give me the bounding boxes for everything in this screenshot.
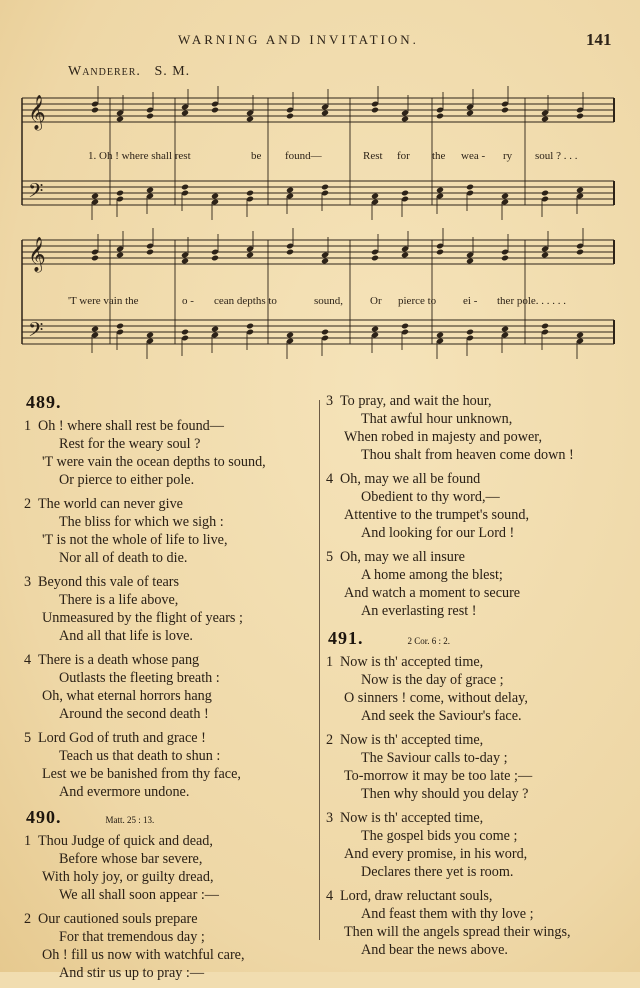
stanza-line: Attentive to the trumpet's sound, — [344, 507, 529, 523]
stanza-line: 'T were vain the ocean depths to sound, — [42, 454, 266, 470]
line-text: Now is th' accepted time, — [340, 732, 484, 748]
stanza-line: Outlasts the fleeting breath : — [59, 670, 220, 686]
stanza-line: An everlasting rest ! — [361, 603, 477, 619]
line-text: There is a death whose pang — [38, 652, 200, 668]
column-divider — [319, 400, 320, 940]
stanza-line — [326, 887, 626, 905]
stanza-number: 4 — [326, 471, 334, 487]
stanza-line: Thou shalt from heaven come down ! — [361, 447, 574, 463]
lyric-syllable: ry — [503, 150, 513, 162]
stanza-line: The gospel bids you come ; — [361, 828, 518, 844]
stanza-number: 4 — [24, 652, 32, 668]
lyric-syllable: 1. Oh ! where shall rest — [88, 150, 191, 162]
stanza-line: And all that life is love. — [59, 628, 193, 644]
stanza-number: 1 — [24, 833, 32, 849]
hymn-489-number: 489. — [26, 392, 62, 412]
stanza — [326, 392, 626, 464]
stanza-line: To-morrow it may be too late ;— — [344, 768, 533, 784]
stanza-line: Rest for the weary soul ? — [59, 436, 201, 452]
scripture-reference: Matt. 25 : 13. — [105, 815, 155, 825]
stanza-number: 2 — [326, 732, 334, 748]
line-text: Beyond this vale of tears — [38, 574, 180, 590]
line-text: Oh, may we all be found — [340, 471, 481, 487]
stanza-line — [24, 495, 316, 513]
music-score — [0, 80, 640, 385]
line-text: To pray, and wait the hour, — [340, 393, 492, 409]
stanza-line: There is a life above, — [59, 592, 179, 608]
scripture-reference: 2 Cor. 6 : 2. — [407, 636, 451, 646]
line-text: Thou Judge of quick and dead, — [38, 833, 213, 849]
stanza-line: And feast them with thy love ; — [361, 906, 534, 922]
stanza-line: Obedient to thy word,— — [361, 489, 500, 505]
line-text: Oh ! where shall rest be found— — [38, 418, 224, 434]
stanza — [24, 651, 316, 723]
line-text: Lord God of truth and grace ! — [38, 730, 206, 746]
stanza-line — [326, 470, 626, 488]
stanza-line: The bliss for which we sigh : — [59, 514, 224, 530]
page-number: 141 — [586, 30, 612, 49]
lyric-syllable: pierce to — [398, 295, 437, 307]
stanza-line — [326, 653, 626, 671]
stanza-line: Oh ! fill us now with watchful care, — [42, 947, 245, 963]
lyric-syllable: ther pole. . . . . . — [497, 295, 567, 307]
line-text: Our cautioned souls prepare — [38, 911, 198, 927]
lyric-syllable: Rest — [363, 150, 383, 162]
line-text: The world can never give — [38, 496, 183, 512]
stanza-line — [326, 392, 626, 410]
stanza — [326, 809, 626, 881]
stanza-line: When robed in majesty and power, — [344, 429, 542, 445]
svg-text:𝄞: 𝄞 — [28, 95, 46, 130]
stanza-line: And bear the news above. — [361, 942, 508, 958]
line-text: Oh, may we all insure — [340, 549, 465, 565]
stanza — [326, 470, 626, 542]
stanza-line — [24, 417, 316, 435]
stanza-line: And watch a moment to secure — [344, 585, 521, 601]
lyric-syllable: 'T were vain the — [68, 295, 139, 307]
running-head: WARNING AND INVITATION. — [178, 32, 419, 47]
lyric-syllable: soul ? . . . — [535, 150, 578, 162]
stanza-line: Declares there yet is room. — [361, 864, 514, 880]
stanza-line: And seek the Saviour's face. — [361, 708, 522, 724]
tune-title — [68, 64, 190, 80]
stanza-line: The Saviour calls to-day ; — [361, 750, 508, 766]
tune-meter: S. M. — [154, 64, 191, 79]
lyric-syllable: ei - — [463, 295, 478, 307]
line-text: Lord, draw reluctant souls, — [340, 888, 493, 904]
stanza-line: And every promise, in his word, — [344, 846, 528, 862]
stanza-number: 2 — [24, 496, 32, 512]
stanza-line: O sinners ! come, without delay, — [344, 690, 528, 706]
lyric-syllable: o - — [182, 295, 194, 307]
stanza — [24, 573, 316, 645]
svg-text:𝄢: 𝄢 — [28, 318, 44, 346]
lyric-syllable: found— — [285, 150, 322, 162]
stanza-line — [24, 573, 316, 591]
hymn-491-number: 491. — [328, 628, 364, 648]
left-column — [24, 392, 316, 988]
stanza-line: And looking for our Lord ! — [361, 525, 515, 541]
stanza-line: A home among the blest; — [361, 567, 503, 583]
stanza-line: Or pierce to either pole. — [59, 472, 195, 488]
stanza-line: And evermore undone. — [59, 784, 190, 800]
stanza-line: Before whose bar severe, — [59, 851, 203, 867]
stanza-line — [326, 548, 626, 566]
stanza-line: Oh, what eternal horrors hang — [42, 688, 212, 704]
stanza-line — [326, 731, 626, 749]
lyric-syllable: Or — [370, 295, 382, 307]
stanza-line: That awful hour unknown, — [361, 411, 513, 427]
lyric-syllable: sound, — [314, 295, 344, 307]
stanza — [326, 887, 626, 959]
line-text: Now is th' accepted time, — [340, 810, 484, 826]
right-column — [326, 392, 626, 965]
stanza-line: Then why should you delay ? — [361, 786, 529, 802]
stanza-line: 'T is not the whole of life to live, — [42, 532, 228, 548]
stanza-number: 5 — [24, 730, 32, 746]
stanza — [326, 731, 626, 803]
hymn-number — [328, 628, 626, 649]
stanza-line — [24, 832, 316, 850]
stanza-number: 4 — [326, 888, 334, 904]
stanza-line — [24, 651, 316, 669]
stanza — [24, 910, 316, 982]
stanza-line: Lest we be banished from thy face, — [42, 766, 241, 782]
stanza-number: 3 — [24, 574, 32, 590]
lyric-syllable: wea - — [461, 150, 486, 162]
stanza-line — [326, 809, 626, 827]
line-text: Now is th' accepted time, — [340, 654, 484, 670]
stanza-number: 3 — [326, 810, 334, 826]
hymn-number — [26, 392, 316, 413]
hymn-490-number: 490. — [26, 807, 62, 827]
lyric-syllable: cean depths to — [214, 295, 277, 307]
stanza-line: Around the second death ! — [59, 706, 209, 722]
stanza-line: Unmeasured by the flight of years ; — [42, 610, 243, 626]
stanza — [24, 832, 316, 904]
stanza-line: Now is the day of grace ; — [361, 672, 504, 688]
stanza-number: 2 — [24, 911, 32, 927]
stanza — [24, 729, 316, 801]
stanza-line: Then will the angels spread their wings, — [344, 924, 571, 940]
stanza-line — [24, 729, 316, 747]
stanza-line: We all shall soon appear :— — [59, 887, 219, 903]
stanza-line — [24, 910, 316, 928]
stanza-line: For that tremendous day ; — [59, 929, 205, 945]
stanza-line: Teach us that death to shun : — [59, 748, 221, 764]
stanza-line: Nor all of death to die. — [59, 550, 188, 566]
svg-text:𝄞: 𝄞 — [28, 237, 46, 272]
stanza — [24, 417, 316, 489]
hymn-number — [26, 807, 316, 828]
lyric-syllable: the — [432, 150, 446, 162]
stanza — [326, 548, 626, 620]
stanza — [24, 495, 316, 567]
lyric-syllable: be — [251, 150, 262, 162]
stanza-number: 1 — [24, 418, 32, 434]
lyric-syllable: for — [397, 150, 410, 162]
stanza-number: 5 — [326, 549, 334, 565]
stanza-line: With holy joy, or guilty dread, — [42, 869, 214, 885]
tune-name: Wanderer. — [68, 64, 141, 79]
stanza-number: 3 — [326, 393, 334, 409]
svg-text:𝄢: 𝄢 — [28, 179, 44, 207]
stanza-number: 1 — [326, 654, 334, 670]
stanza — [326, 653, 626, 725]
stanza-line: And stir us up to pray :— — [59, 965, 205, 981]
